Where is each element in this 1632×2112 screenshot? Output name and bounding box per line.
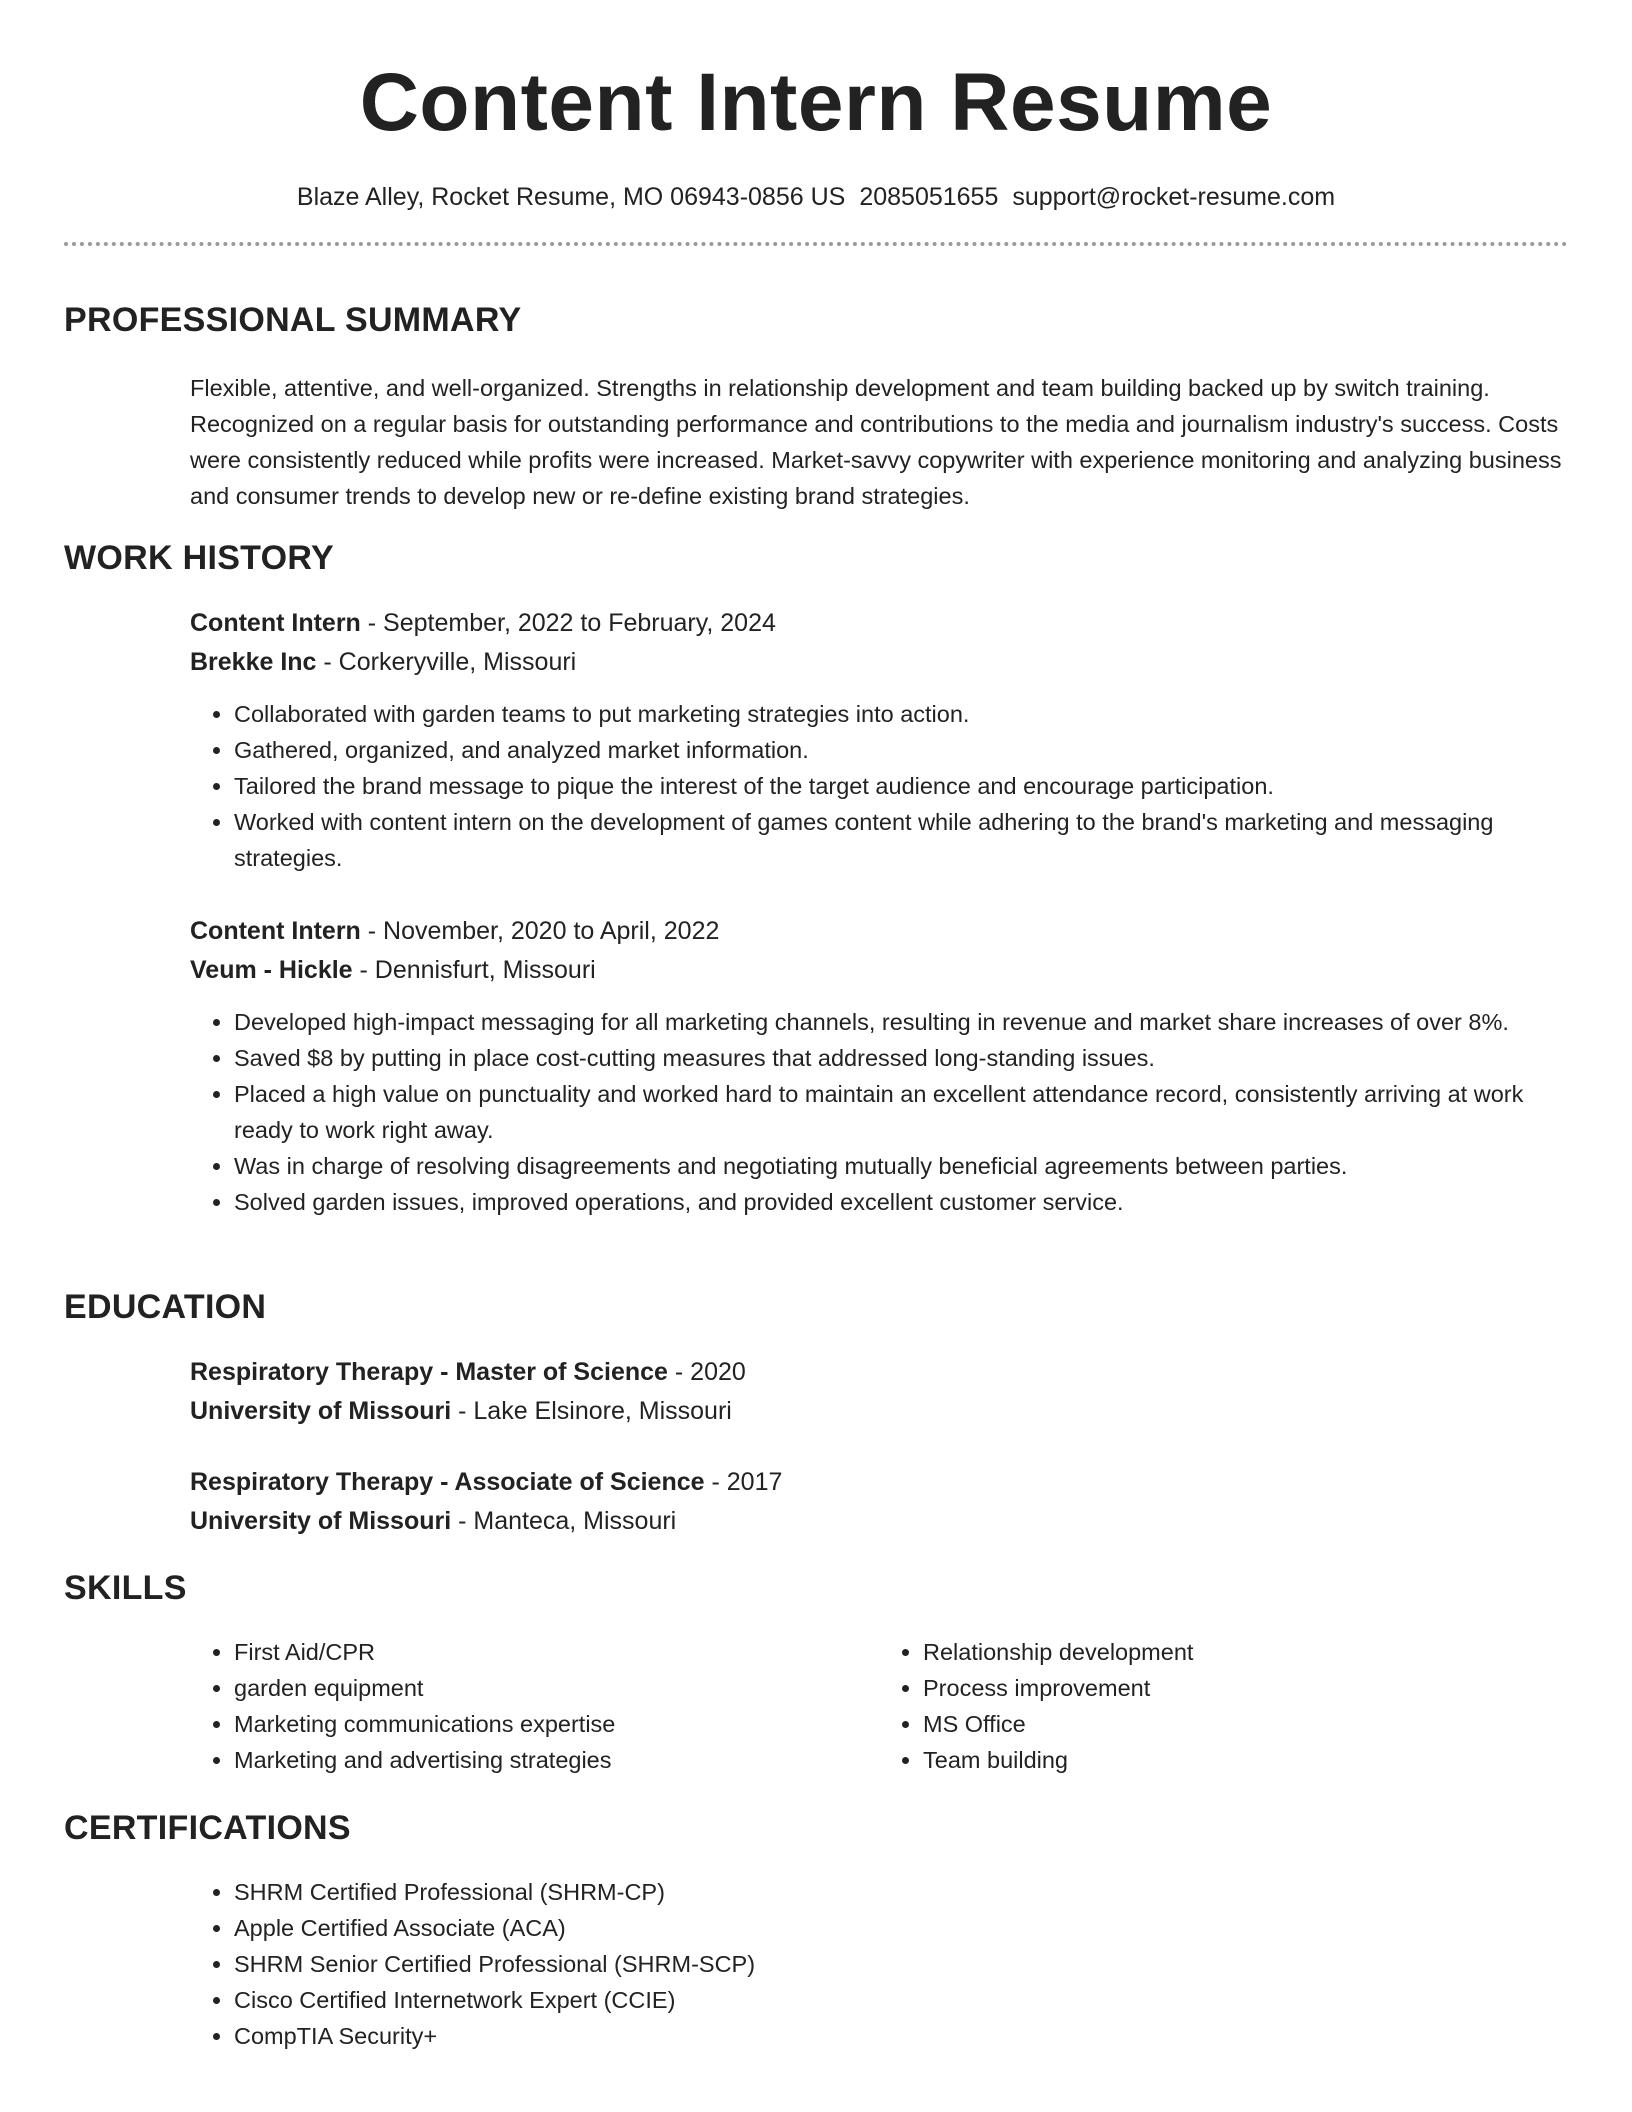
list-item: • Placed a high value on punctuality and worked hard to maintain an excellent attendance record, consistently arriving at work ready to work right away. — [234, 1076, 1568, 1148]
job-entry — [190, 604, 1568, 876]
list-item: • Relationship development — [923, 1634, 1568, 1670]
skills-list-right — [879, 1634, 1568, 1778]
list-item: • Process improvement — [923, 1670, 1568, 1706]
certifications-section — [64, 1808, 1568, 2054]
school-location: - Lake Elsinore, Missouri — [451, 1397, 732, 1425]
education-heading: EDUCATION — [64, 1288, 267, 1326]
degree-year: - 2020 — [667, 1358, 746, 1386]
list-item: • Cisco Certified Internetwork Expert (CCIE) — [234, 1982, 1568, 2018]
list-item: • garden equipment — [234, 1670, 879, 1706]
job-company: Brekke Inc — [190, 648, 317, 676]
job-entry — [190, 912, 1568, 1220]
job-bullets — [190, 1004, 1568, 1220]
degree: Respiratory Therapy - Master of Science — [190, 1358, 668, 1386]
school: University of Missouri — [190, 1507, 452, 1535]
work-history-heading: WORK HISTORY — [64, 539, 334, 577]
job-title-line — [190, 604, 1568, 643]
job-title: Content Intern — [190, 917, 361, 945]
list-item: • Worked with content intern on the development of games content while adhering to the brand's marketing and messaging strategies. — [234, 804, 1568, 876]
list-item: • Tailored the brand message to pique the interest of the target audience and encourage participation. — [234, 768, 1568, 804]
contact-info — [64, 180, 1568, 214]
degree-year: - 2017 — [704, 1468, 783, 1496]
summary-heading: PROFESSIONAL SUMMARY — [64, 301, 522, 339]
summary-section — [64, 300, 1568, 514]
list-item: • Was in charge of resolving disagreements and negotiating mutually beneficial agreements between parties. — [234, 1148, 1568, 1184]
list-item: • MS Office — [923, 1706, 1568, 1742]
job-location: - Corkeryville, Missouri — [316, 648, 577, 676]
degree-line — [190, 1353, 1568, 1392]
job-title: Content Intern — [190, 609, 361, 637]
list-item: • Apple Certified Associate (ACA) — [234, 1910, 1568, 1946]
degree-line — [190, 1463, 1568, 1502]
list-item: • Solved garden issues, improved operations, and provided excellent customer service. — [234, 1184, 1568, 1220]
list-item: • SHRM Certified Professional (SHRM-CP) — [234, 1874, 1568, 1910]
certifications-list — [190, 1874, 1568, 2054]
job-dates: - November, 2020 to April, 2022 — [360, 917, 720, 945]
summary-text: Flexible, attentive, and well-organized. Strengths in relationship development and team building backed up by switch training. Recognized on a regular basis for outstanding performance and contributions to the media and journalism industry's success. Costs were consistently reduced while profits were increased. Market-savvy copywriter with experience monitoring and analyzing business and consumer trends to develop new or re-define existing brand strategies. — [190, 375, 1562, 509]
job-dates: - September, 2022 to February, 2024 — [360, 609, 776, 637]
education-section — [64, 1287, 1568, 1541]
list-item: • CompTIA Security+ — [234, 2018, 1568, 2054]
list-item: • Team building — [923, 1742, 1568, 1778]
list-item: • First Aid/CPR — [234, 1634, 879, 1670]
job-title-line — [190, 912, 1568, 951]
job-location: - Dennisfurt, Missouri — [352, 956, 596, 984]
school-location: - Manteca, Missouri — [451, 1507, 677, 1535]
education-entry — [190, 1353, 1568, 1431]
list-item: • Marketing communications expertise — [234, 1706, 879, 1742]
education-entry — [190, 1463, 1568, 1541]
header-divider — [64, 242, 1568, 246]
school-line — [190, 1392, 1568, 1431]
list-item: • Saved $8 by putting in place cost-cutting measures that addressed long-standing issues. — [234, 1040, 1568, 1076]
certifications-heading: CERTIFICATIONS — [64, 1809, 351, 1847]
job-bullets — [190, 696, 1568, 876]
job-company-line — [190, 643, 1568, 682]
skills-section — [64, 1568, 1568, 1778]
school-line — [190, 1502, 1568, 1541]
job-company-line — [190, 951, 1568, 990]
job-company: Veum - Hickle — [190, 956, 353, 984]
work-history-section — [64, 538, 1568, 1220]
list-item: • Collaborated with garden teams to put marketing strategies into action. — [234, 696, 1568, 732]
degree: Respiratory Therapy - Associate of Science — [190, 1468, 705, 1496]
contact-phone: 2085051655 — [859, 183, 999, 211]
school: University of Missouri — [190, 1397, 452, 1425]
list-item: • SHRM Senior Certified Professional (SHRM-SCP) — [234, 1946, 1568, 1982]
list-item: • Developed high-impact messaging for all marketing channels, resulting in revenue and market share increases of over 8%. — [234, 1004, 1568, 1040]
contact-email: support@rocket-resume.com — [1012, 183, 1336, 211]
skills-heading: SKILLS — [64, 1569, 187, 1607]
skills-grid — [190, 1634, 1568, 1778]
resume-page — [64, 0, 1568, 2049]
skills-list-left — [190, 1634, 879, 1778]
resume-title: Content Intern Resume — [359, 57, 1273, 148]
list-item: • Gathered, organized, and analyzed market information. — [234, 732, 1568, 768]
list-item: • Marketing and advertising strategies — [234, 1742, 879, 1778]
contact-address: Blaze Alley, Rocket Resume, MO 06943-0856 US — [296, 183, 846, 211]
